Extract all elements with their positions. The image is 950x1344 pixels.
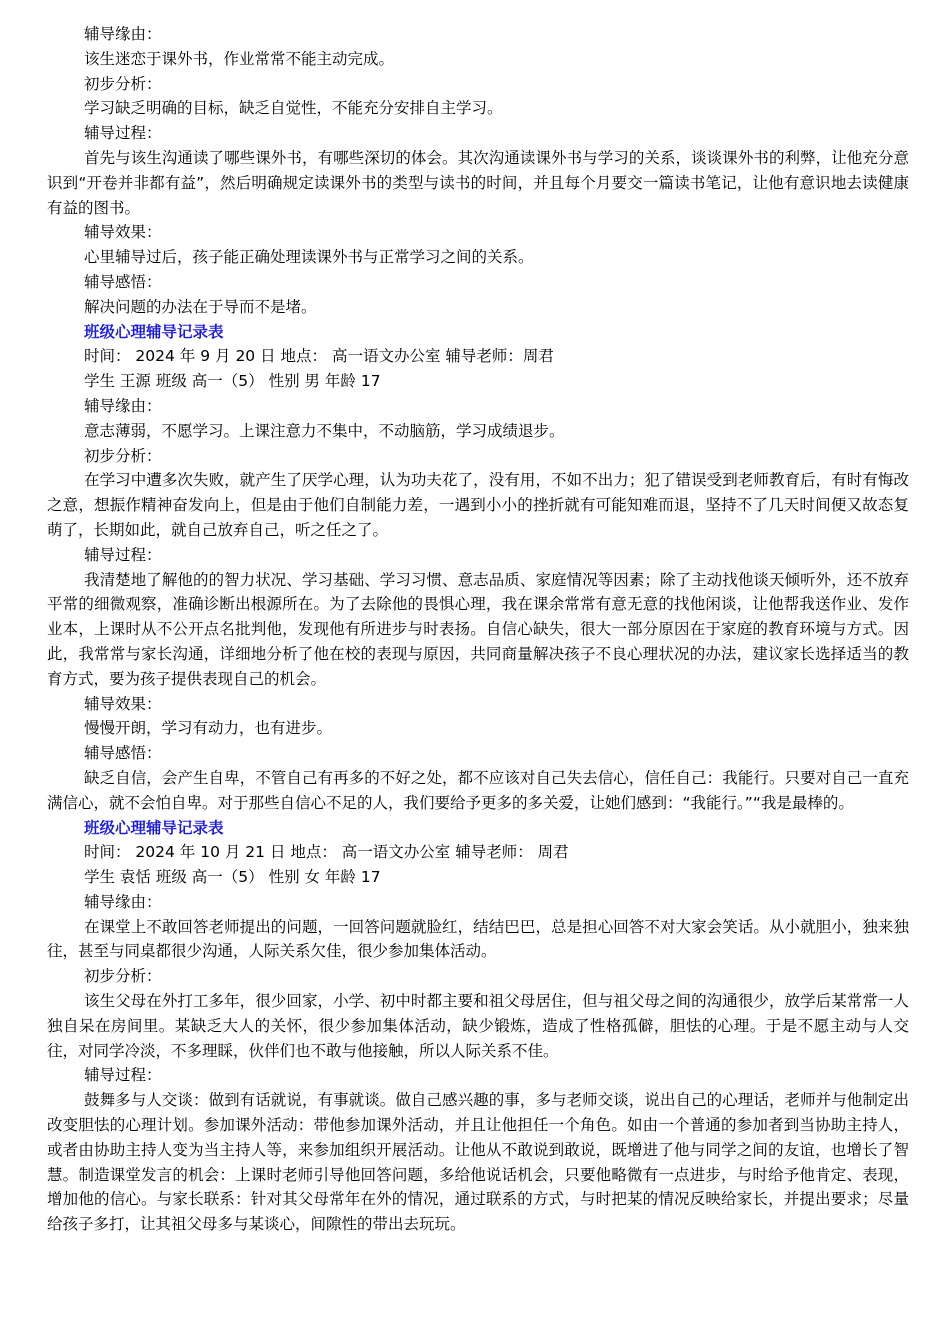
student-info: 学生 王源 班级 高一（5） 性别 男 年龄 17	[84, 372, 381, 391]
analysis-text: 学习缺乏明确的目标，缺乏自觉性，不能充分安排自主学习。	[84, 99, 503, 118]
effect-label: 辅导效果：	[84, 223, 162, 242]
reason-label: 辅导缘由：	[84, 892, 162, 911]
process-label: 辅导过程：	[84, 124, 162, 143]
record-title: 班级心理辅导记录表	[84, 322, 224, 341]
student-info: 学生 袁恬 班级 高一（5） 性别 女 年龄 17	[84, 868, 381, 887]
process-text: 首先与该生沟通读了哪些课外书，有哪些深切的体会。其次沟通读课外书与学习的关系，谈谈课外书的利弊，让他充分意识到“开卷并非都有益”，然后明确规定读课外书的类型与读书的时间，并且每个月要交一篇读书笔记，让他有意识地去读健康有益的图书。	[47, 148, 909, 217]
process-text: 鼓舞多与人交谈：做到有话就说，有事就谈。做自己感兴趣的事，多与老师交谈，说出自己的心理话，老师并与他制定出改变胆怯的心理计划。参加课外活动：带他参加课外活动，并且让他担任一个角色。如由一个普通的参加者到当协助主持人，或者由协助主持人变为当主持人等，来参加组织开展活动。让他从不敢说到敢说，既增进了他与同学之间的友谊，也增长了智慧。制造课堂发言的机会：上课时老师引导他回答问题，多给他说话机会，只要他略微有一点进步，与时给予他肯定、表现，增加他的信心。与家长联系：针对其父母常年在外的情况，通过联系的方式，与时把某的情况反映给家长，并提出要求；尽量给孩子多打，让其祖父母多与某谈心，间隙性的带出去玩玩。	[47, 1091, 909, 1234]
insight-text: 缺乏自信，会产生自卑，不管自己有再多的不好之处，都不应该对自己失去信心，信任自己：我能行。只要对自己一直充满信心，就不会怕自卑。对于那些自信心不足的人，我们要给予更多的多关爱，让她们感到：“我能行。”“我是最棒的。	[47, 768, 909, 812]
analysis-label: 初步分析：	[84, 74, 162, 93]
insight-label: 辅导感悟：	[84, 272, 162, 291]
record-title: 班级心理辅导记录表	[84, 818, 224, 837]
process-label: 辅导过程：	[84, 545, 162, 564]
record-meta: 时间： 2024 年 10 月 21 日 地点： 高一语文办公室 辅导老师： 周君	[84, 843, 569, 862]
process-label: 辅导过程：	[84, 1066, 162, 1085]
effect-text: 心里辅导过后，孩子能正确处理读课外书与正常学习之间的关系。	[84, 248, 534, 267]
document-page	[47, 22, 909, 1237]
analysis-text: 在学习中遭多次失败，就产生了厌学心理，认为功夫花了，没有用，不如不出力；犯了错误受到老师教育后，有时有悔改之意，想振作精神奋发向上，但是由于他们自制能力差，一遇到小小的挫折就有可能知难而退，坚持不了几天时间便又故态复萌了，长期如此，就自己放弃自己，听之任之了。	[47, 471, 909, 539]
reason-text: 在课堂上不敢回答老师提出的问题，一回答问题就脸红，结结巴巴，总是担心回答不对大家会笑话。从小就胆小，独来独往，甚至与同桌都很少沟通，人际关系欠佳，很少参加集体活动。	[47, 917, 909, 961]
reason-label: 辅导缘由：	[84, 25, 162, 43]
analysis-text: 该生父母在外打工多年，很少回家，小学、初中时都主要和祖父母居住，但与祖父母之间的沟通很少，放学后某常常一人独自呆在房间里。某缺乏大人的关怀，很少参加集体活动，缺少锻炼，造成了性格孤僻，胆怯的心理。于是不愿主动与人交往，对同学冷淡，不多理睬，伙伴们也不敢与他接触，所以人际关系不佳。	[47, 992, 909, 1060]
effect-label: 辅导效果：	[84, 694, 162, 713]
process-text: 我清楚地了解他的的智力状况、学习基础、学习习惯、意志品质、家庭情况等因素；除了主动找他谈天倾听外，还不放弃平常的细微观察，准确诊断出根源所在。为了去除他的畏惧心理，我在课余常常有意无意的找他闲谈，让他帮我送作业、发作业本，上课时从不公开点名批判他，发现他有所进步与时表扬。自信心缺失，很大一部分原因在于家庭的教育环境与方式。因此，我常常与家长沟通，详细地分析了他在校的表现与原因，共同商量解决孩子不良心理状况的办法，建议家长选择适当的教育方式，要为孩子提供表现自己的机会。	[47, 570, 909, 688]
reason-label: 辅导缘由：	[84, 396, 162, 415]
analysis-label: 初步分析：	[84, 967, 162, 986]
reason-text: 该生迷恋于课外书，作业常常不能主动完成。	[84, 49, 395, 68]
record-meta: 时间： 2024 年 9 月 20 日 地点： 高一语文办公室 辅导老师：周君	[84, 347, 554, 366]
insight-label: 辅导感悟：	[84, 744, 162, 763]
insight-text: 解决问题的办法在于导而不是堵。	[84, 297, 317, 316]
effect-text: 慢慢开朗，学习有动力，也有进步。	[84, 719, 333, 738]
reason-text: 意志薄弱，不愿学习。上课注意力不集中，不动脑筋，学习成绩退步。	[84, 421, 565, 440]
analysis-label: 初步分析：	[84, 446, 162, 465]
